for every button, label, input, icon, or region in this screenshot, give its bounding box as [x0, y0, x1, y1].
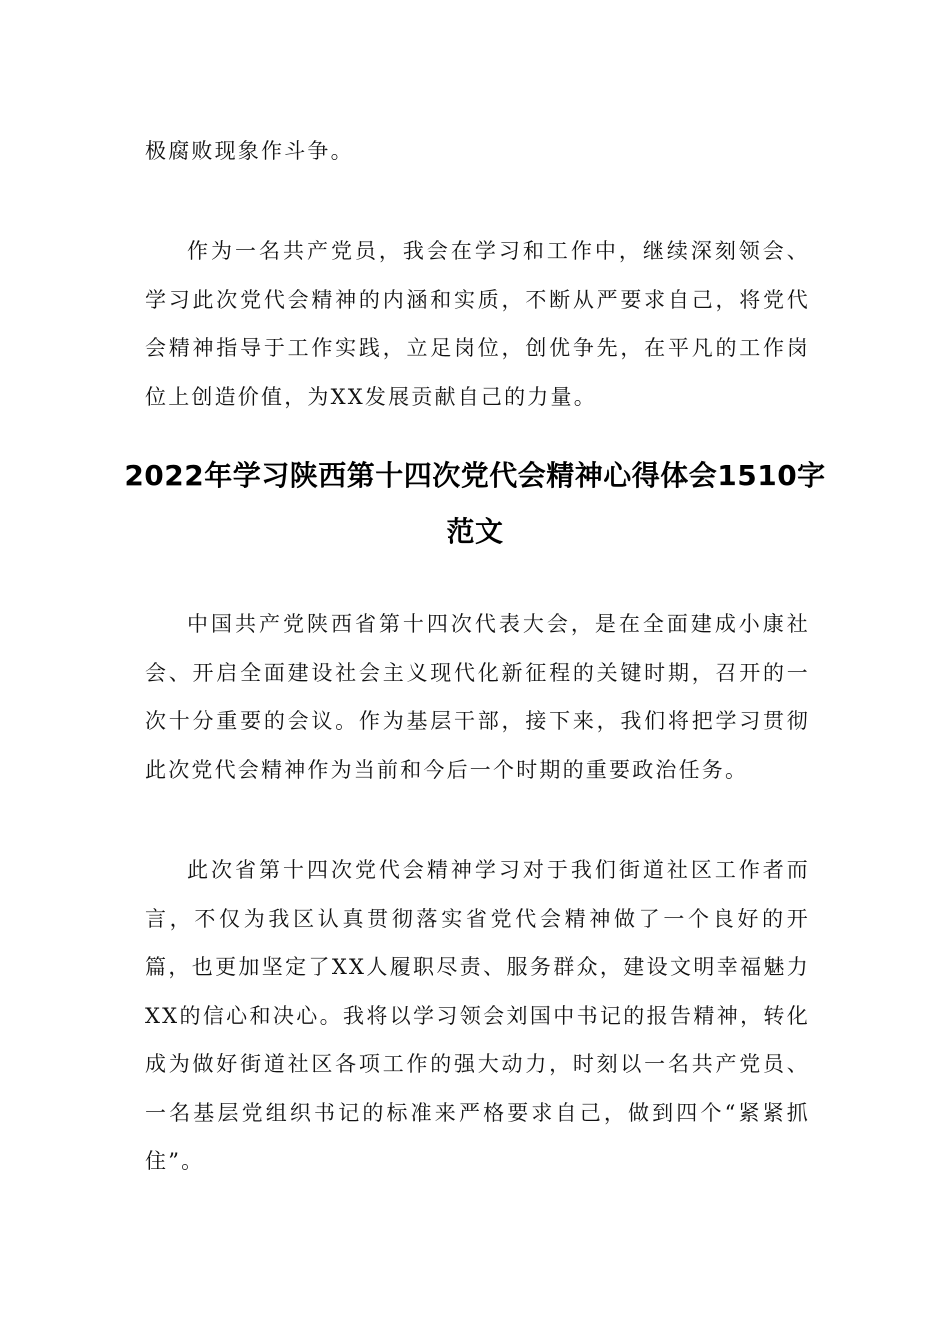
paragraph-congress-intro: 中国共产党陕西省第十四次代表大会，是在全面建成小康社会、开启全面建设社会主义现代化新征程的关键时期，召开的一次十分重要的会议。作为基层干部，接下来，我们将把学习贯彻此次党代会精神作为当前和今后一个时期的重要政治任务。 [145, 612, 810, 782]
paragraph-party-member: 作为一名共产党员，我会在学习和工作中，继续深刻领会、学习此次党代会精神的内涵和实质，不断从严要求自己，将党代会精神指导于工作实践，立足岗位，创优争先，在平凡的工作岗位上创造价值，为XX发展贡献自己的力量。 [145, 239, 810, 409]
paragraph-community-workers: 此次省第十四次党代会精神学习对于我们街道社区工作者而言，不仅为我区认真贯彻落实省党代会精神做了一个良好的开篇，也更加坚定了XX人履职尽责、服务群众，建设文明幸福魅力XX的信心和决心。我将以学习领会刘国中书记的报告精神，转化成为做好街道社区各项工作的强大动力，时刻以一名共产党员、一名基层党组织书记的标准来严格要求自己，做到四个“紧紧抓住”。 [145, 858, 810, 1173]
section-title: 2022年学习陕西第十四次党代会精神心得体会1510字范文 [124, 459, 826, 548]
paragraph-continuation: 极腐败现象作斗争。 [145, 139, 354, 163]
